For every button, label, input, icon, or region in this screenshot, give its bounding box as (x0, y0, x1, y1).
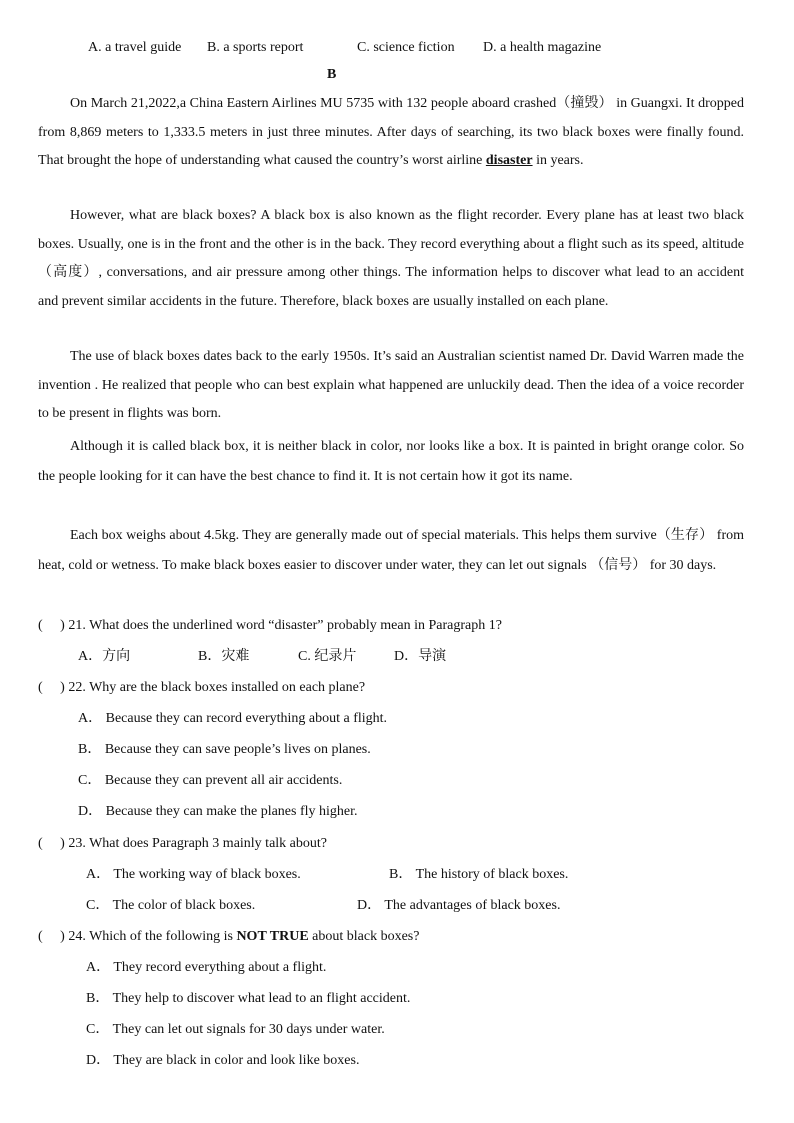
question-21-option-b: B．灾难 (198, 649, 250, 664)
question-21-option-a: A．方向 (78, 649, 131, 664)
question-22-stem: ( ) 22. Why are the black boxes installed on each plane? (38, 680, 366, 695)
question-24-stem-before: ( ) 24. Which of the following is (38, 929, 237, 944)
question-23-option-d: D． The advantages of black boxes. (357, 898, 561, 913)
p1-text-before: On March 21,2022,a China Eastern Airlines MU 5735 with 132 people aboard crashed（撞毁） in Guangxi. It dropped from 8,869 meters to 1,333.5 meters in just three minutes. After days of searching, its two black boxes were finally found. That brought the hope of understanding what caused the country’s worst airline (38, 96, 744, 168)
prev-option-a: A. a travel guide (88, 40, 182, 55)
question-23-option-a: A． The working way of black boxes. (86, 867, 301, 882)
question-22-option-d: D． Because they can make the planes fly higher. (78, 804, 358, 819)
prev-option-b: B. a sports report (207, 40, 304, 55)
p1-text-after: in years. (532, 153, 584, 168)
section-label: B (327, 67, 337, 82)
question-23-stem: ( ) 23. What does Paragraph 3 mainly talk about? (38, 836, 327, 851)
passage-paragraph-2: However, what are black boxes? A black box is also known as the flight recorder. Every plane has at least two black boxes. Usually, one is in the front and the other is in the back. They record everything about a flight such as its speed, altitude （高度）, conversations, and air pressure among other things. The information helps to discover what lead to an accident and prevent similar accidents in the future. Therefore, black boxes are usually installed on each plane. (38, 208, 744, 309)
question-23-option-c: C． The color of black boxes. (86, 898, 256, 913)
prev-option-d: D. a health magazine (483, 40, 602, 55)
passage-paragraph-1 (38, 90, 744, 176)
question-23-option-b: B． The history of black boxes. (389, 867, 569, 882)
passage-paragraph-5: Each box weighs about 4.5kg. They are generally made out of special materials. This helps them survive（生存） from heat, cold or wetness. To make black boxes easier to discover under water, they can let out signals （信号） for 30 days. (38, 528, 744, 573)
question-24-stem-bold: NOT TRUE (236, 929, 309, 944)
question-24-stem-after: about black boxes? (308, 929, 420, 944)
question-24-option-b: B． They help to discover what lead to an flight accident. (86, 991, 411, 1006)
question-21-option-c: C. 纪录片 (298, 649, 357, 664)
question-24-option-a: A． They record everything about a flight. (86, 960, 327, 975)
question-21-stem: ( ) 21. What does the underlined word “disaster” probably mean in Paragraph 1? (38, 618, 502, 633)
question-22-option-a: A． Because they can record everything about a flight. (78, 711, 388, 726)
question-22-option-b: B． Because they can save people’s lives on planes. (78, 742, 371, 757)
underlined-word-disaster: disaster (485, 153, 533, 168)
question-24-stem (38, 928, 419, 946)
prev-option-c: C. science fiction (357, 40, 455, 55)
question-24-option-c: C． They can let out signals for 30 days under water. (86, 1022, 385, 1037)
passage-paragraph-3: The use of black boxes dates back to the early 1950s. It’s said an Australian scientist named Dr. David Warren made the invention . He realized that people who can best explain what happened are unluckily dead. Then the idea of a voice recorder to be present in flights was born. (38, 349, 744, 421)
question-24-option-d: D． They are black in color and look like boxes. (86, 1053, 360, 1068)
question-22-option-c: C． Because they can prevent all air accidents. (78, 773, 343, 788)
passage-paragraph-4: Although it is called black box, it is neither black in color, nor looks like a box. It is painted in bright orange color. So the people looking for it can have the best chance to find it. It is not certain how it got its name. (38, 439, 744, 484)
question-21-option-d: D．导演 (394, 649, 447, 664)
